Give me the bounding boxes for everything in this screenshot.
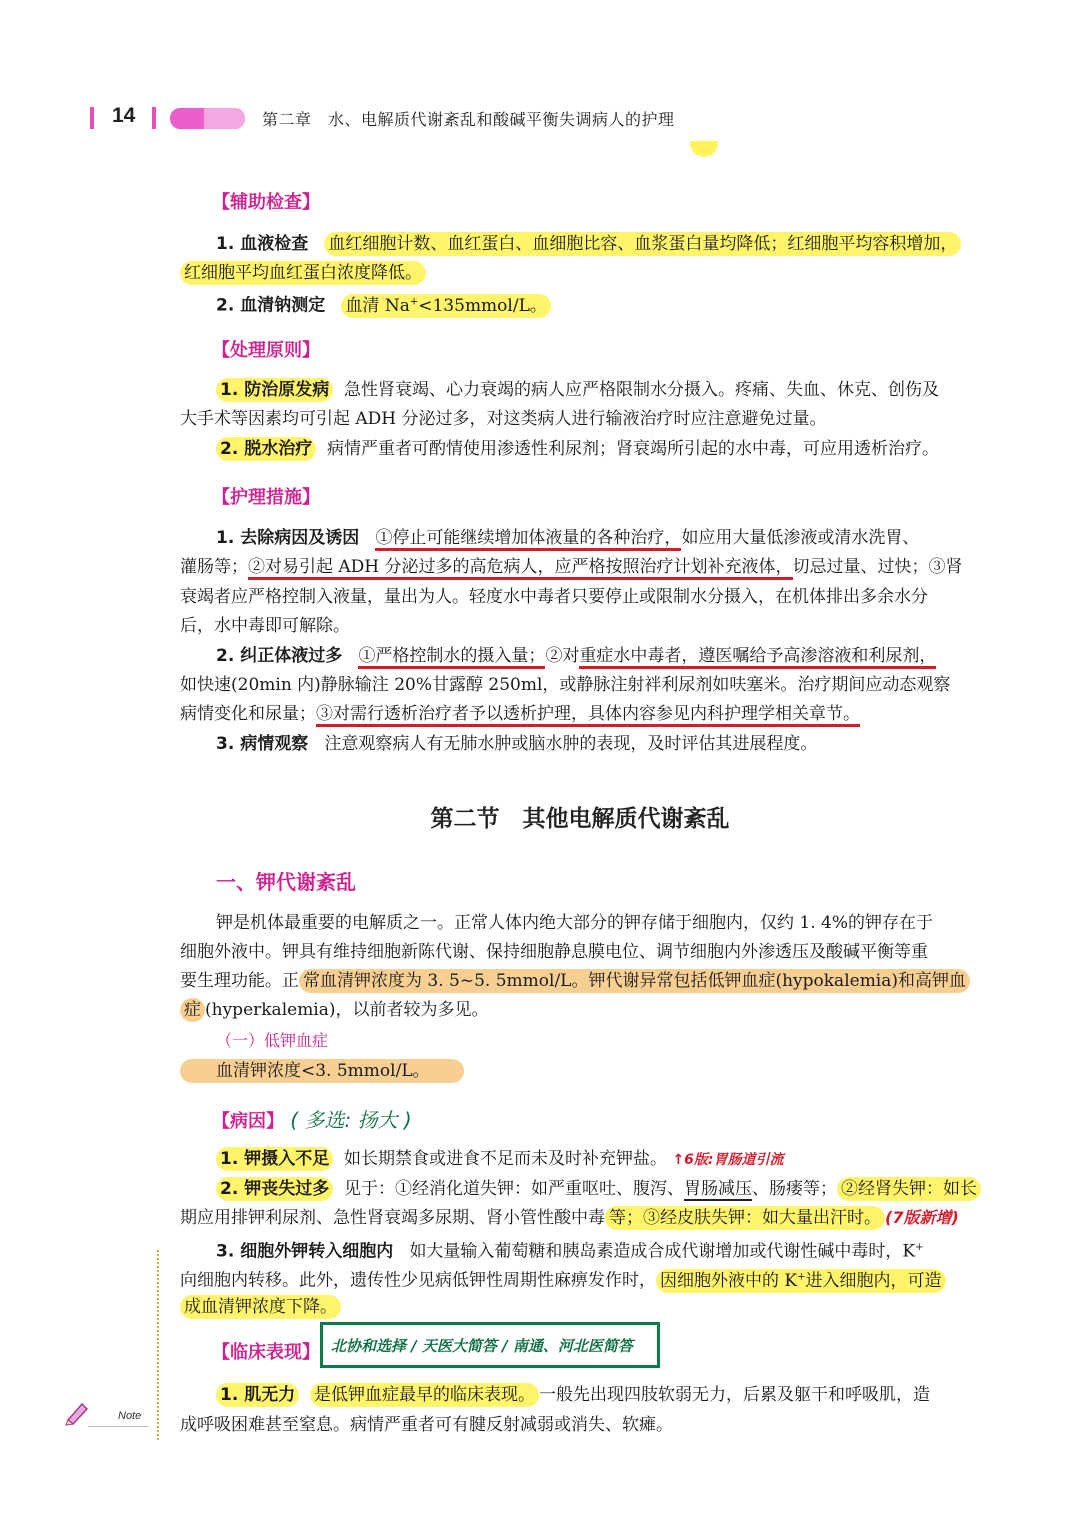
cause-item-2-u1: 胃肠减压 <box>684 1179 753 1199</box>
principle-item-1 <box>216 377 939 403</box>
principle-item-2-text: 病情严重者可酌情使用渗透性利尿剂；肾衰竭所引起的水中毒，可应用透析治疗。 <box>327 439 940 459</box>
clinical-item-1-label: 1. 肌无力 <box>216 1383 299 1407</box>
cause-item-2-line2 <box>180 1205 959 1231</box>
aux-item-1 <box>216 231 961 257</box>
hypokalemia-definition <box>180 1058 464 1084</box>
page-number: 14 <box>112 104 136 127</box>
section-heading: 第二节 其他电解质代谢紊乱 <box>430 806 730 832</box>
pencil-icon <box>64 1398 92 1426</box>
cause-item-3-l2-hl-b: 进入细胞内，可造 <box>805 1270 942 1291</box>
margin-dotted-line <box>157 1250 159 1440</box>
potassium-p3-pre: 要生理功能。正 <box>180 971 299 991</box>
nursing-item-3 <box>216 731 817 757</box>
potassium-p2: 细胞外液中。钾具有维持细胞新陈代谢、保持细胞静息膜电位、调节细胞内外渗透压及酸碱平衡等重 <box>180 942 928 962</box>
header-pill-decoration <box>170 108 245 129</box>
nursing-item-2-line2: 如快速(20min 内)静脉输注 20%甘露醇 250ml，或静脉注射袢利尿剂如呋塞米。治疗期间应动态观察 <box>180 675 951 695</box>
cause-item-2-hl1: ②经肾失钾：如长 <box>837 1177 981 1201</box>
cause-item-2-hl2: 等；③经皮肤失钾：如大量出汗时。 <box>605 1206 885 1230</box>
nursing-item-3-text: 注意观察病人有无肺水肿或脑水肿的表现，及时评估其进展程度。 <box>324 734 818 754</box>
nursing-item-1-label: 1. 去除病因及诱因 <box>216 528 360 548</box>
clinical-item-1-hl: 是低钾血症最早的临床表现。 <box>310 1383 539 1407</box>
principle-item-2-label: 2. 脱水治疗 <box>216 437 316 461</box>
section-cause-title <box>212 1104 412 1133</box>
aux-item-2-label: 2. 血清钠测定 <box>216 295 326 316</box>
highlight-mark <box>690 141 718 157</box>
cause-item-3-l2-sup: + <box>797 1271 806 1282</box>
principle-item-2 <box>216 436 939 462</box>
handwritten-note-7th-edition: (7版新增) <box>885 1208 959 1227</box>
clinical-item-1-text: 一般先出现四肢软弱无力，后累及躯干和呼吸肌，造 <box>539 1385 931 1405</box>
nursing-item-2-u3: ③对需行透析治疗者予以透析护理，具体内容参见内科护理学相关章节。 <box>316 704 860 727</box>
cause-item-1 <box>216 1146 784 1173</box>
nursing-item-1-l2-post: 切忌过量、过快；③肾 <box>792 557 963 577</box>
nursing-item-1-l2-pre: 灌肠等； <box>180 557 248 577</box>
cause-item-3-sup: + <box>915 1242 924 1253</box>
principle-item-1-cont: 大手术等因素均可引起 ADH 分泌过多，对这类病人进行输液治疗时应注意避免过量。 <box>180 409 827 429</box>
cause-item-2-label: 2. 钾丧失过多 <box>216 1177 333 1201</box>
nursing-item-1-line3: 衰竭者应严格控制入液量，量出为人。轻度水中毒者只要停止或限制水分摄入，在机体排出多余水分 <box>180 587 928 607</box>
cause-item-2-t2: 、肠瘘等； <box>752 1179 838 1199</box>
nursing-item-1-t1: 如应用大量低渗液或清水洗胃、 <box>681 528 920 548</box>
chapter-title: 第二章 水、电解质代谢紊乱和酸碱平衡失调病人的护理 <box>262 110 675 129</box>
cause-item-3-line2 <box>180 1264 946 1294</box>
cause-item-1-label: 1. 钾摄入不足 <box>216 1147 333 1171</box>
aux-item-1-text: 血红细胞计数、血红蛋白、血细胞比容、血浆蛋白量均降低；红细胞平均容积增加， <box>324 232 961 256</box>
subsection-hypokalemia: （一）低钾血症 <box>216 1031 329 1050</box>
cause-item-3-l2-pre: 向细胞内转移。此外，遗传性少见病低钾性周期性麻痹发作时， <box>180 1270 656 1291</box>
cause-item-3-l2-hl <box>656 1269 946 1293</box>
nursing-item-1-line4: 后，水中毒即可解除。 <box>180 616 350 636</box>
nursing-item-2-u1: ①严格控制水的摄入量； <box>358 646 545 669</box>
aux-item-1-text2: 红细胞平均血红蛋白浓度降低。 <box>180 261 426 285</box>
handwritten-box-text: 北协和选择 / 天医大简答 / 南通、河北医简答 <box>331 1337 633 1355</box>
cause-item-3-line3 <box>180 1294 341 1320</box>
sodium-label: 血清 Na <box>345 295 410 316</box>
cause-title-text: 【病因】 <box>212 1111 284 1132</box>
principle-item-1-text: 急性肾衰竭、心力衰竭的病人应严格限制水分摄入。疼痛、失血、休克、创伤及 <box>344 380 940 400</box>
sodium-value: <135mmol/L。 <box>418 295 547 316</box>
handwritten-box <box>320 1322 660 1368</box>
sodium-sup: + <box>409 296 419 307</box>
nursing-item-1-u2: ②对易引起 ADH 分泌过多的高危病人，应严格按照治疗计划补充液体， <box>248 557 793 580</box>
aux-item-1-cont <box>180 260 426 286</box>
nursing-item-2-line3 <box>180 701 860 727</box>
subsection-potassium: 一、钾代谢紊乱 <box>216 870 356 894</box>
nursing-item-1-u1: ①停止可能继续增加体液量的各种治疗， <box>375 528 681 551</box>
handwritten-note-multi-choice: ( 多选: 扬大 ) <box>290 1108 412 1132</box>
cause-item-1-text: 如长期禁食或进食不足而未及时补充钾盐。 <box>344 1149 668 1169</box>
note-label: Note <box>118 1410 142 1422</box>
aux-item-2-text <box>341 294 550 318</box>
nursing-item-3-label: 3. 病情观察 <box>216 734 309 754</box>
header-bar-left <box>90 107 94 129</box>
potassium-p1: 钾是机体最重要的电解质之一。正常人体内绝大部分的钾存储于细胞内，仅约 1. 4%的钾存在于 <box>216 913 933 933</box>
nursing-item-2 <box>216 643 936 669</box>
cause-item-2 <box>216 1176 981 1202</box>
nursing-item-2-t1: ②对 <box>545 646 580 666</box>
handwritten-note-6th-edition: ↑6版:胃肠道引流 <box>672 1152 784 1168</box>
cause-item-3-l2-hl-a: 因细胞外液中的 K <box>660 1270 798 1291</box>
section-clinical-title: 【临床表现】 <box>212 1342 320 1363</box>
note-underline <box>88 1426 148 1427</box>
clinical-item-1 <box>216 1382 930 1408</box>
potassium-p4-post: (hyperkalemia)，以前者较为多见。 <box>205 1000 489 1020</box>
principle-item-1-label: 1. 防治原发病 <box>216 378 333 402</box>
potassium-p4 <box>180 997 489 1023</box>
cause-item-3-text: 如大量输入葡萄糖和胰岛素造成合成代谢增加或代谢性碱中毒时，K <box>409 1241 916 1262</box>
potassium-p4-hl: 症 <box>180 998 205 1022</box>
nursing-item-1 <box>216 525 919 551</box>
nursing-item-2-l3-pre: 病情变化和尿量； <box>180 704 316 724</box>
cause-item-3-l3-hl: 成血清钾浓度下降。 <box>180 1295 341 1319</box>
nursing-item-2-label: 2. 纠正体液过多 <box>216 646 343 666</box>
cause-item-3 <box>216 1235 924 1265</box>
cause-item-3-label: 3. 细胞外钾转入细胞内 <box>216 1241 394 1262</box>
cause-item-2-t1: 见于：①经消化道失钾：如严重呕吐、腹泻、 <box>344 1179 685 1199</box>
hypokalemia-def-text: 血清钾浓度<3. 5mmol/L。 <box>180 1059 464 1083</box>
section-aux-exam-title: 【辅助检查】 <box>212 192 320 213</box>
clinical-item-1-line2: 成呼吸困难甚至窒息。病情严重者可有腱反射减弱或消失、软瘫。 <box>180 1415 673 1435</box>
header-bar-mid <box>152 107 156 129</box>
aux-item-1-label: 1. 血液检查 <box>216 234 309 254</box>
section-principle-title: 【处理原则】 <box>212 340 320 361</box>
potassium-p3 <box>180 968 970 994</box>
section-nursing-title: 【护理措施】 <box>212 487 320 508</box>
nursing-item-2-u2: 重症水中毒者，遵医嘱给予高渗溶液和利尿剂， <box>579 646 936 669</box>
potassium-p3-hl: 常血清钾浓度为 3. 5~5. 5mmol/L。钾代谢异常包括低钾血症(hypokalemia)和高钾血 <box>299 969 970 993</box>
nursing-item-1-line2 <box>180 554 963 580</box>
cause-item-2-l2-pre: 期应用排钾利尿剂、急性肾衰竭多尿期、肾小管性酸中毒 <box>180 1208 605 1228</box>
aux-item-2 <box>216 289 551 319</box>
